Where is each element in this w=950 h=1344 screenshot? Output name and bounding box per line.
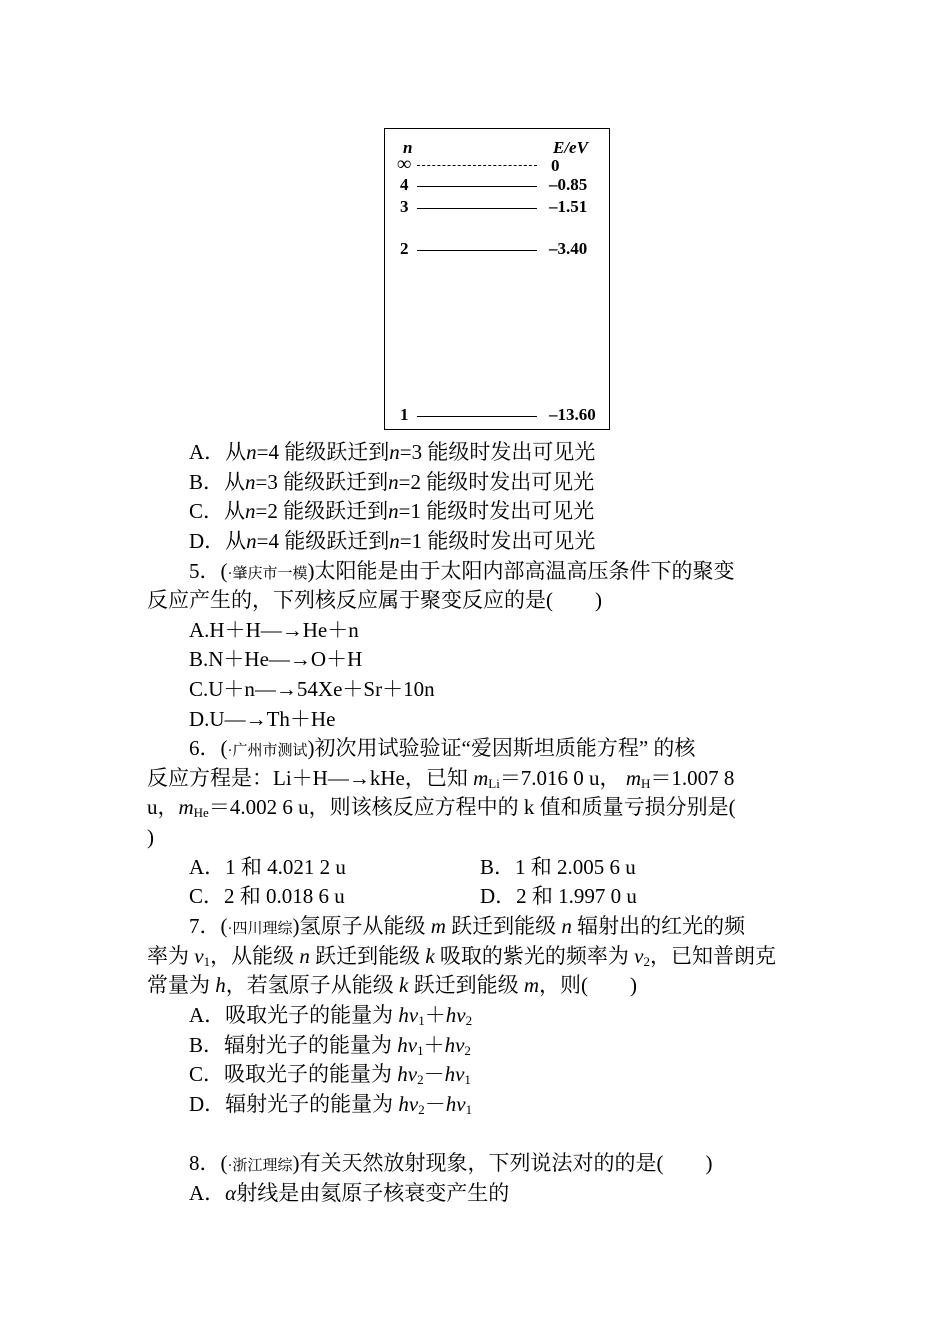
level-2-n: 2: [400, 239, 409, 258]
q8-stem: 8．(·浙江理综)有关天然放射现象，下列说法对的的是( ): [189, 1151, 713, 1175]
header-energy: E/eV: [553, 138, 588, 157]
q6-stem-line1: 6．(·广州市测试)初次用试验验证“爱因斯坦质能方程” 的核: [189, 736, 696, 760]
q7-option-d: D．辐射光子的能量为 $hv_2-hv_1$: [189, 1092, 473, 1117]
level-inf-line: [417, 165, 537, 166]
q6-option-c: C．2 和 0.018 6 u: [189, 884, 345, 908]
q7-stem-line2: 率为 $v_1$，从能级 n 跃迁到能级 k 吸取的紫光的频率为 $v_2$，已知普朗克: [147, 944, 776, 969]
q7-option-b: B．辐射光子的能量为 $hv_1+hv_2$: [189, 1033, 471, 1058]
q5-stem-line2: 反应产生的，下列核反应属于聚变反应的是( ): [147, 588, 602, 612]
q5-option-a: A.H＋H―→He＋n: [189, 618, 359, 642]
level-2-energy: –3.40: [549, 239, 588, 258]
energy-level-diagram: [384, 128, 610, 430]
level-3-n: 3: [400, 197, 409, 216]
q7-stem-line3: 常量为 h，若氢原子从能级 k 跃迁到能级 m，则( ): [147, 973, 637, 997]
level-3-line: [417, 208, 537, 209]
q6-stem-line4: ): [147, 825, 154, 849]
level-inf-n: ∞: [397, 153, 412, 175]
level-4-n: 4: [400, 175, 409, 194]
q5-option-d: D.U―→Th＋He: [189, 707, 336, 731]
q7-stem-line1: 7．(·四川理综)氢原子从能级 m 跃迁到能级 n 辐射出的红光的频: [189, 914, 746, 938]
q6-stem-line3: u，$m_{He}=4.002$ 6 u，则该核反应方程中的 k 值和质量亏损分别是(: [147, 795, 736, 820]
level-2-line: [417, 250, 537, 251]
q4-option-c: C．从n=2 能级跃迁到n=1 能级时发出可见光: [189, 499, 595, 523]
level-1-energy: –13.60: [549, 405, 596, 424]
q6-option-d: D．2 和 1.997 0 u: [480, 884, 637, 908]
q7-option-c: C．吸取光子的能量为 $hv_2-hv_1$: [189, 1062, 471, 1087]
q4-option-a: A．从n=4 能级跃迁到n=3 能级时发出可见光: [189, 440, 596, 464]
level-1-n: 1: [400, 405, 409, 424]
level-4-line: [417, 186, 537, 187]
q6-option-b: B．1 和 2.005 6 u: [480, 855, 636, 879]
q4-option-b: B．从n=3 能级跃迁到n=2 能级时发出可见光: [189, 470, 595, 494]
q8-option-a: A．α射线是由氦原子核衰变产生的: [189, 1181, 510, 1205]
q5-stem-line1: 5．(·肇庆市一模)太阳能是由于太阳内部高温高压条件下的聚变: [189, 559, 735, 583]
q6-option-a: A．1 和 4.021 2 u: [189, 855, 346, 879]
header-n: n: [403, 138, 413, 157]
q5-option-c: C.U＋n―→54Xe＋Sr＋10n: [189, 677, 435, 701]
level-3-energy: –1.51: [549, 197, 588, 216]
q7-option-a: A．吸取光子的能量为 $hv_1+hv_2$: [189, 1003, 473, 1028]
q4-option-d: D．从n=4 能级跃迁到n=1 能级时发出可见光: [189, 529, 596, 553]
level-1-line: [417, 416, 537, 417]
level-4-energy: –0.85: [549, 175, 588, 194]
level-inf-energy: 0: [551, 156, 560, 175]
q6-stem-line2: 反应方程是：Li＋H―→kHe，已知 $m_{Li}=7.016$ 0 u， $m_H=1.007$ 8: [147, 766, 735, 791]
q5-option-b: B.N＋He―→O＋H: [189, 647, 363, 671]
